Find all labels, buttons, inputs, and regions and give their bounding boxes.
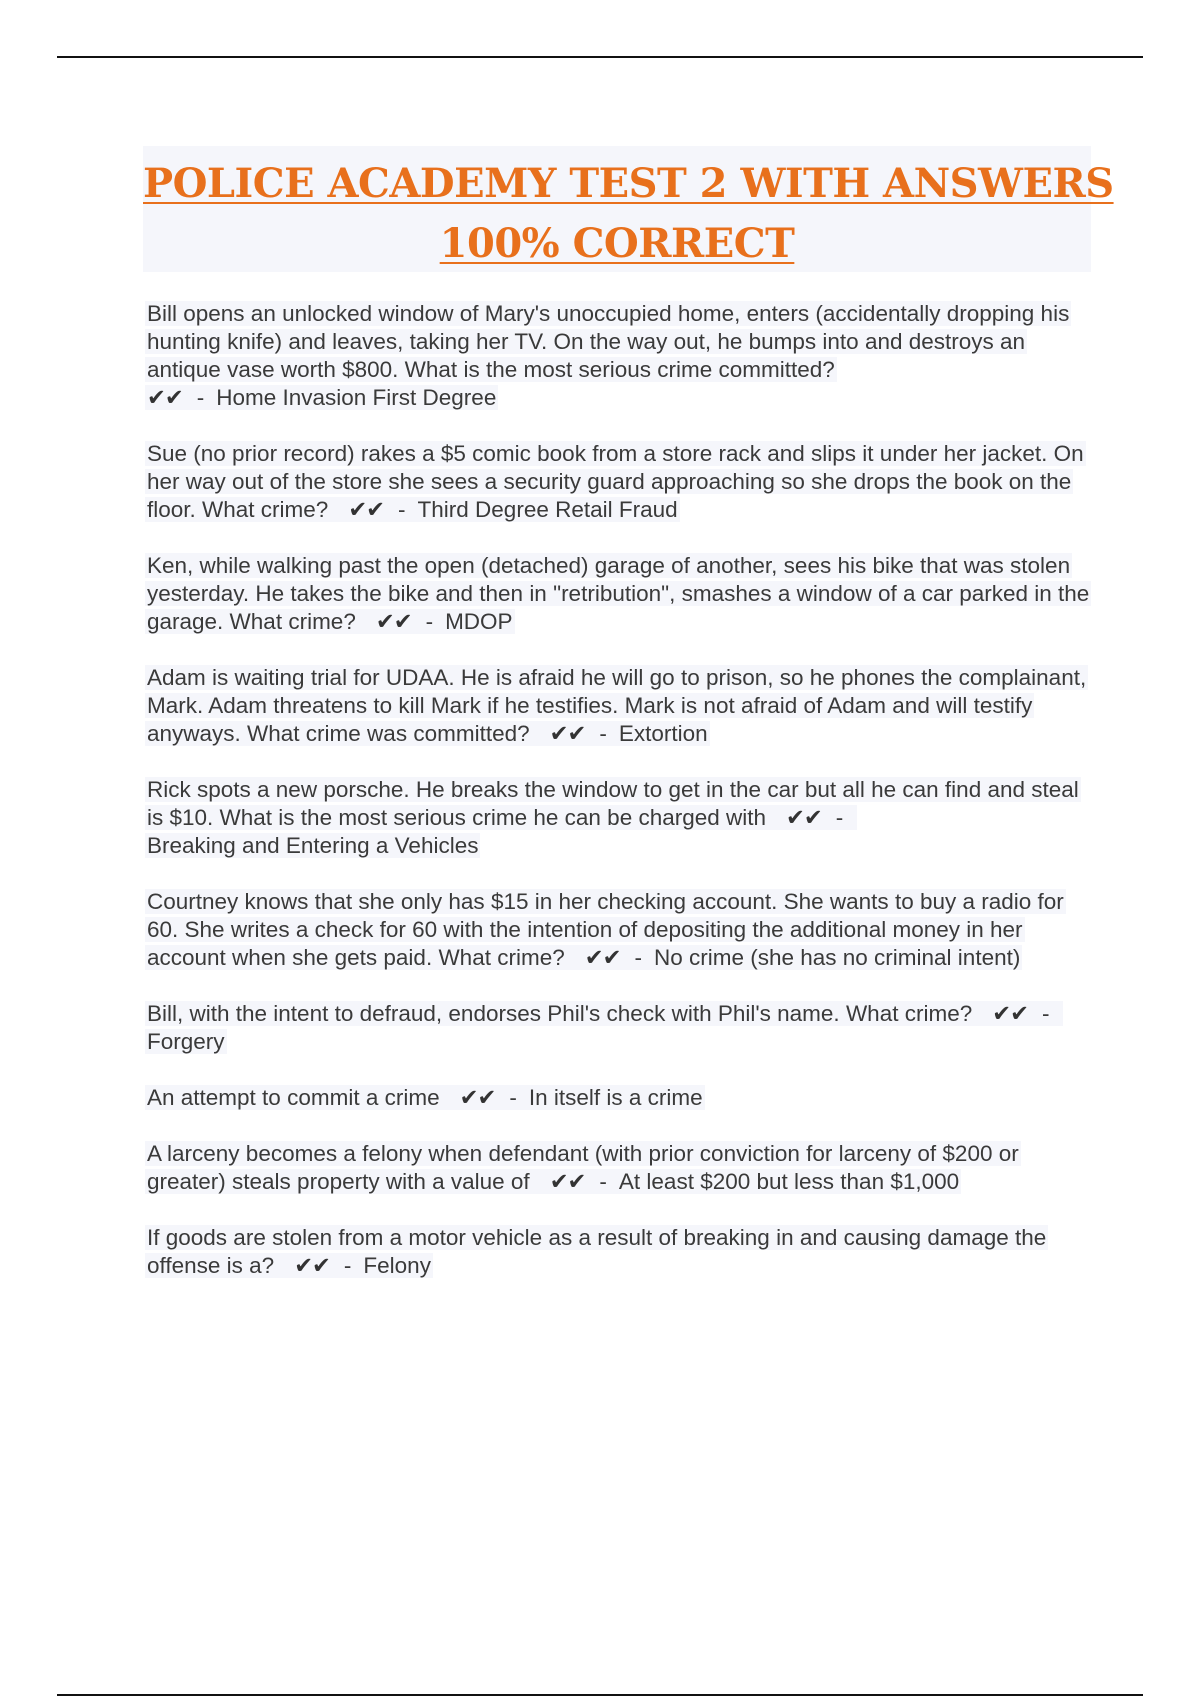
- question-text: Sue (no prior record) rakes a $5 comic book from a store rack and slips it under her jacket. On her way out of the store she sees a security guard approaching so she drops the book on the floor. What crime?: [147, 441, 1084, 522]
- question-text: Bill opens an unlocked window of Mary's unoccupied home, enters (accidentally dropping his hunting knife) and leaves, taking her TV. On the way out, he bumps into and destroys an antique vase worth $800. What is the most serious crime committed?: [147, 301, 1070, 382]
- qa-item: [145, 1224, 1090, 1280]
- answer-dash: -: [343, 1253, 352, 1278]
- answer-text: At least $200 but less than $1,000: [618, 1169, 960, 1194]
- answer-dash: -: [1041, 1001, 1050, 1026]
- question-text: If goods are stolen from a motor vehicle as a result of breaking in and causing damage the offense is a?: [147, 1225, 1047, 1278]
- qa-item: [145, 1084, 1090, 1112]
- answer-dash: -: [398, 497, 406, 522]
- question-text: Ken, while walking past the open (detached) garage of another, sees his bike that was stolen yesterday. He takes the bike and then in "retribution", smashes a window of a car parked in the garage. What crime?: [147, 553, 1090, 634]
- answer-dash: -: [599, 1169, 607, 1194]
- checkmark-icon: ✔✔: [375, 609, 412, 634]
- question-text: An attempt to commit a crime: [147, 1085, 440, 1110]
- answer-dash: -: [835, 805, 844, 830]
- qa-item: [145, 440, 1090, 524]
- question-text: Courtney knows that she only has $15 in her checking account. She wants to buy a radio for 60. She writes a check for 60 with the intention of depositing the additional money in her account when she gets paid. What crime?: [147, 889, 1064, 970]
- checkmark-icon: ✔✔: [459, 1085, 496, 1110]
- top-rule: [57, 56, 1143, 58]
- answer-text: Home Invasion First Degree: [216, 385, 497, 410]
- qa-item: [145, 888, 1090, 972]
- qa-item: [145, 1140, 1090, 1196]
- answer-text: No crime (she has no criminal intent): [653, 945, 1021, 970]
- bottom-rule: [57, 1694, 1143, 1696]
- answer-dash: -: [509, 1085, 517, 1110]
- answer-text: Extortion: [618, 721, 708, 746]
- answer-text: Breaking and Entering a Vehicles: [147, 833, 479, 858]
- qa-list: [145, 300, 1090, 1308]
- answer-text: In itself is a crime: [528, 1085, 703, 1110]
- answer-text: Felony: [363, 1253, 431, 1278]
- answer-dash: -: [634, 945, 642, 970]
- qa-item: [145, 552, 1090, 636]
- checkmark-icon: ✔✔: [348, 497, 385, 522]
- checkmark-icon: ✔✔: [549, 721, 586, 746]
- qa-item: [145, 776, 1090, 860]
- checkmark-icon: ✔✔: [147, 385, 183, 410]
- title-line-2: 100% CORRECT: [439, 220, 795, 267]
- qa-item: [145, 1000, 1090, 1056]
- checkmark-icon: ✔✔: [549, 1169, 586, 1194]
- checkmark-icon: ✔✔: [584, 945, 621, 970]
- question-text: Adam is waiting trial for UDAA. He is afraid he will go to prison, so he phones the complainant, Mark. Adam threatens to kill Mark if he testifies. Mark is not afraid of Adam and will testify anyways. What crime was committed?: [147, 665, 1087, 746]
- checkmark-icon: ✔✔: [992, 1001, 1028, 1026]
- qa-item: [145, 664, 1090, 748]
- title-line-1: POLICE ACADEMY TEST 2 WITH ANSWERS: [143, 160, 1114, 207]
- qa-item: [145, 300, 1090, 412]
- answer-dash: -: [425, 609, 434, 634]
- question-text: A larceny becomes a felony when defendant (with prior conviction for larceny of $200 or greater) steals property with a value of: [147, 1141, 1019, 1194]
- title-banner: [143, 146, 1114, 272]
- question-text: Rick spots a new porsche. He breaks the window to get in the car but all he can find and steal is $10. What is the most serious crime he can be charged with: [147, 777, 1079, 830]
- answer-text: MDOP: [445, 609, 513, 634]
- answer-dash: -: [196, 385, 205, 410]
- checkmark-icon: ✔✔: [786, 805, 822, 830]
- answer-text: Third Degree Retail Fraud: [417, 497, 678, 522]
- answer-text: Forgery: [147, 1029, 225, 1054]
- question-text: Bill, with the intent to defraud, endorses Phil's check with Phil's name. What crime?: [147, 1001, 973, 1026]
- answer-dash: -: [599, 721, 607, 746]
- checkmark-icon: ✔✔: [294, 1253, 330, 1278]
